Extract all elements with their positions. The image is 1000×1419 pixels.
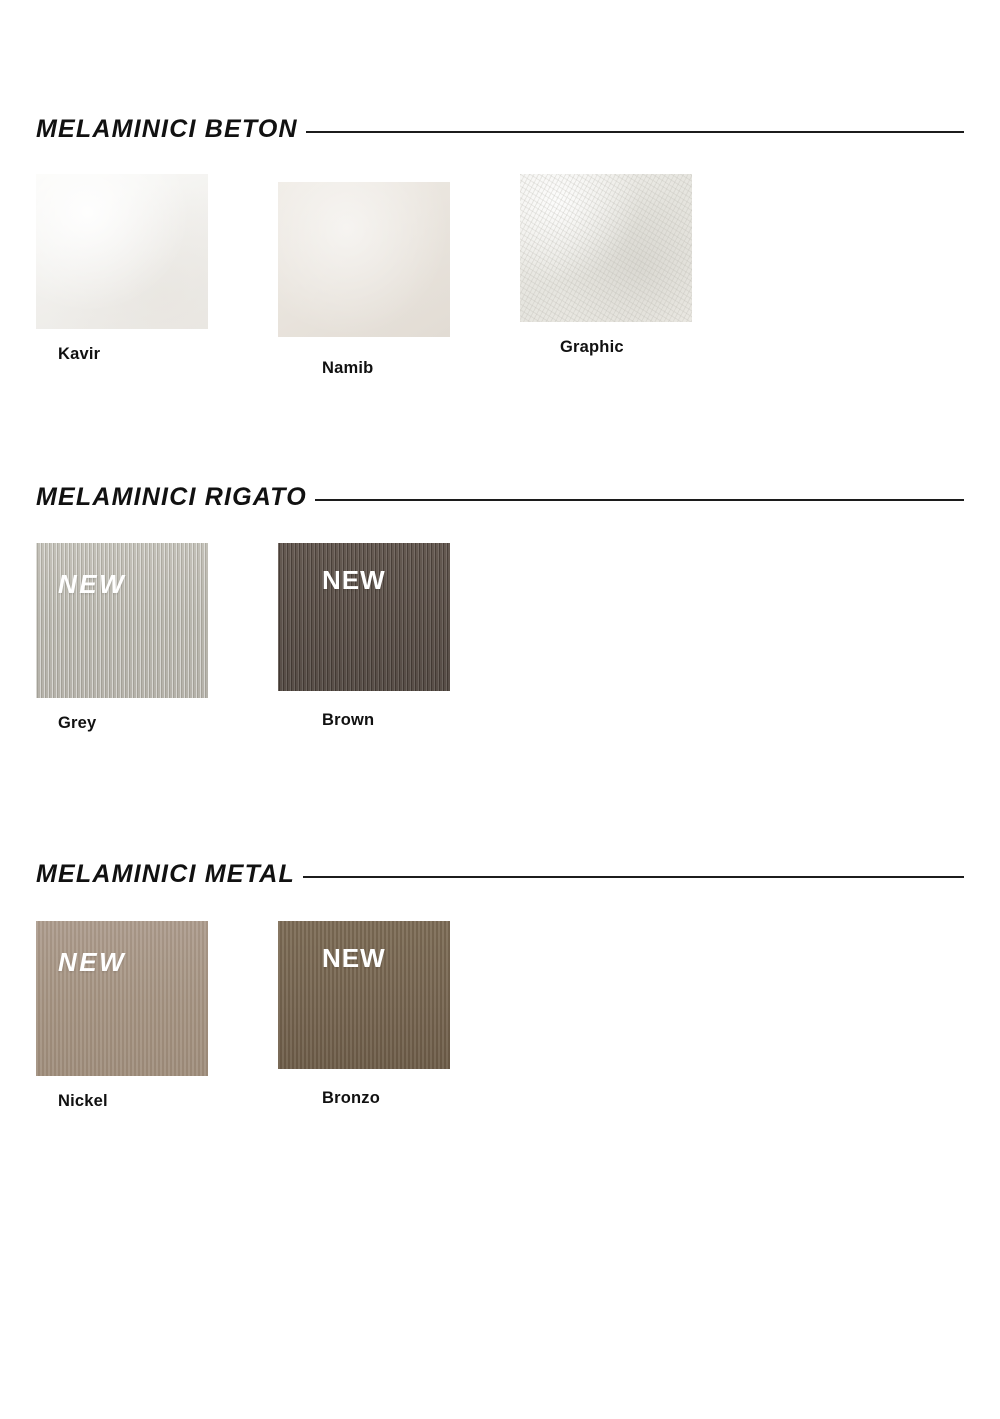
section-divider xyxy=(315,499,964,501)
section-divider xyxy=(303,876,964,878)
section-divider xyxy=(306,131,964,133)
section-title: MELAMINICI METAL xyxy=(36,860,295,888)
swatch-sample-nickel[interactable] xyxy=(36,921,208,1076)
swatch-sample-kavir[interactable] xyxy=(36,174,208,329)
swatch-cell-graphic[interactable] xyxy=(520,174,762,357)
swatch-row xyxy=(36,543,964,733)
swatch-sample-namib[interactable] xyxy=(278,182,450,337)
section-header xyxy=(36,484,964,512)
swatch-row xyxy=(36,921,964,1111)
new-badge-icon: NEW xyxy=(58,569,127,599)
new-badge-icon: NEW xyxy=(58,946,127,977)
swatch-sample-graphic[interactable] xyxy=(520,174,692,322)
swatch-label-brown: Brown xyxy=(322,711,375,729)
swatch-sample-bronzo[interactable] xyxy=(278,921,450,1069)
section-header xyxy=(36,116,964,144)
section-beton xyxy=(36,0,964,378)
swatch-cell-nickel[interactable] xyxy=(36,921,278,1111)
swatch-sample-brown[interactable] xyxy=(278,543,450,691)
swatch-label-kavir: Kavir xyxy=(58,344,101,363)
swatch-cell-kavir[interactable] xyxy=(36,174,278,364)
swatch-cell-namib[interactable] xyxy=(278,174,520,378)
swatch-label-grey: Grey xyxy=(58,714,97,732)
section-title: MELAMINICI BETON xyxy=(36,115,298,143)
new-badge-icon: NEW xyxy=(322,942,386,973)
section-header xyxy=(36,861,964,889)
section-rigato xyxy=(36,378,964,734)
section-title: MELAMINICI RIGATO xyxy=(36,482,307,511)
section-metal xyxy=(36,733,964,1111)
new-badge-icon: NEW xyxy=(322,565,386,595)
swatch-cell-grey[interactable] xyxy=(36,543,278,733)
swatch-label-namib: Namib xyxy=(322,358,374,377)
swatch-row xyxy=(36,174,964,378)
swatch-label-nickel: Nickel xyxy=(58,1091,108,1110)
swatch-sample-grey[interactable] xyxy=(36,543,208,698)
swatch-cell-brown[interactable] xyxy=(278,543,520,730)
swatch-cell-bronzo[interactable] xyxy=(278,921,520,1108)
swatch-label-bronzo: Bronzo xyxy=(322,1088,381,1107)
swatch-label-graphic: Graphic xyxy=(560,337,624,356)
